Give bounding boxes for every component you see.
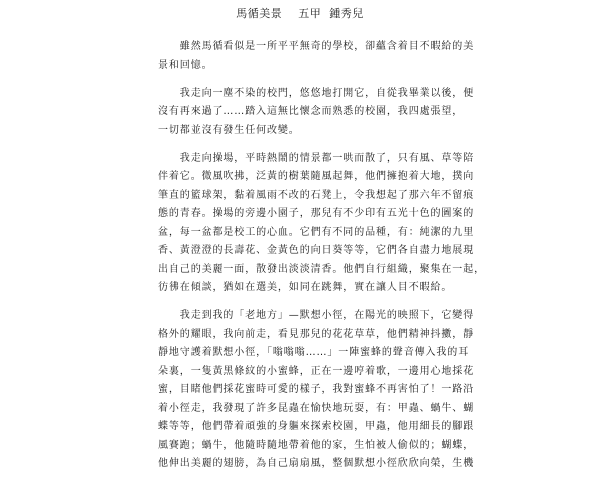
text-line: 他伸出美麗的翅膀，為自己扇扇風，整個默想小徑欣欣向榮，生機 (158, 458, 475, 469)
paragraph (158, 38, 475, 75)
text-line: 筆直的籃球架，黏着風雨不改的石凳上，令我想起了那六年不留痕 (158, 189, 475, 201)
text-line: 沒有再來過了……踏入這無比懷念而熟悉的校園，我四處張望， (158, 106, 464, 117)
essay-body (158, 38, 485, 483)
text-line: 景和回憶。 (158, 59, 213, 71)
text-line: 我走到我的「老地方」—默想小徑，在陽光的映照下，它變得 (158, 310, 475, 321)
document-title: 馬循美景 五甲 鍾秀兒 (236, 7, 364, 20)
text-line: 靜地守護着默想小徑，「嗡嗡嗡……」一陣蜜蜂的聲音傳入我的耳 (158, 347, 470, 358)
text-line: 雖然馬循看似是一所平平無奇的學校，卻蘊含着目不暇給的美 (158, 41, 475, 52)
text-line: 態的青春。操場的旁邊小園子，那兒有不少印有五光十色的圖案的 (158, 208, 475, 219)
text-line: 着小徑走，我發現了許多昆蟲在愉快地玩耍，有：甲蟲、蝸牛、蝴 (158, 402, 475, 414)
text-line: 我走向操場，平時熱鬧的情景都一哄而散了，只有風、草等陪 (158, 152, 475, 164)
text-line: 風賽跑；蝸牛，他隨時隨地帶着他的家，生怕被人偷似的；蝴蝶， (158, 439, 475, 451)
text-line: 我走向一塵不染的校門，悠悠地打開它，自從我畢業以後，便 (158, 87, 475, 99)
text-line: 蝶等等，他們帶着頑強的身軀來探索校園，甲蟲，他用細長的腳跟 (158, 421, 475, 432)
text-line: 出自己的美麗一面，散發出淡淡清香。他們自行組織，聚集在一起， (158, 263, 485, 275)
text-line: 蜜，目睹他們採花蜜時可愛的樣子，我對蜜蜂不再害怕了！一路沿 (158, 384, 475, 395)
paragraph (158, 307, 475, 474)
paragraph (158, 85, 475, 141)
text-line: 格外的耀眼，我向前走，看見那兒的花花草草，他們精神抖擻，靜 (158, 328, 475, 340)
text-line: 伴着它。微風吹拂，泛黃的樹葉隨風起舞，他們擁抱着大地，撲向 (158, 171, 475, 182)
paragraph (158, 150, 485, 298)
text-line: 彷彿在傾談，猶如在選美，如同在跳舞，實在讓人目不暇給。 (158, 282, 453, 293)
text-line: 香、黃澄澄的長壽花、金黃色的向日葵等等，它們各自盡力地展現 (158, 245, 475, 256)
text-line: 一切都並沒有發生任何改變。 (158, 124, 300, 136)
text-line: 盆，每一盆都是校工的心血。它們有不同的品種，有：純潔的九里 (158, 226, 475, 238)
text-line: 朵裏，一隻黃黑條紋的小蜜蜂，正在一邊哼着歌，一邊用心地採花 (158, 365, 475, 377)
